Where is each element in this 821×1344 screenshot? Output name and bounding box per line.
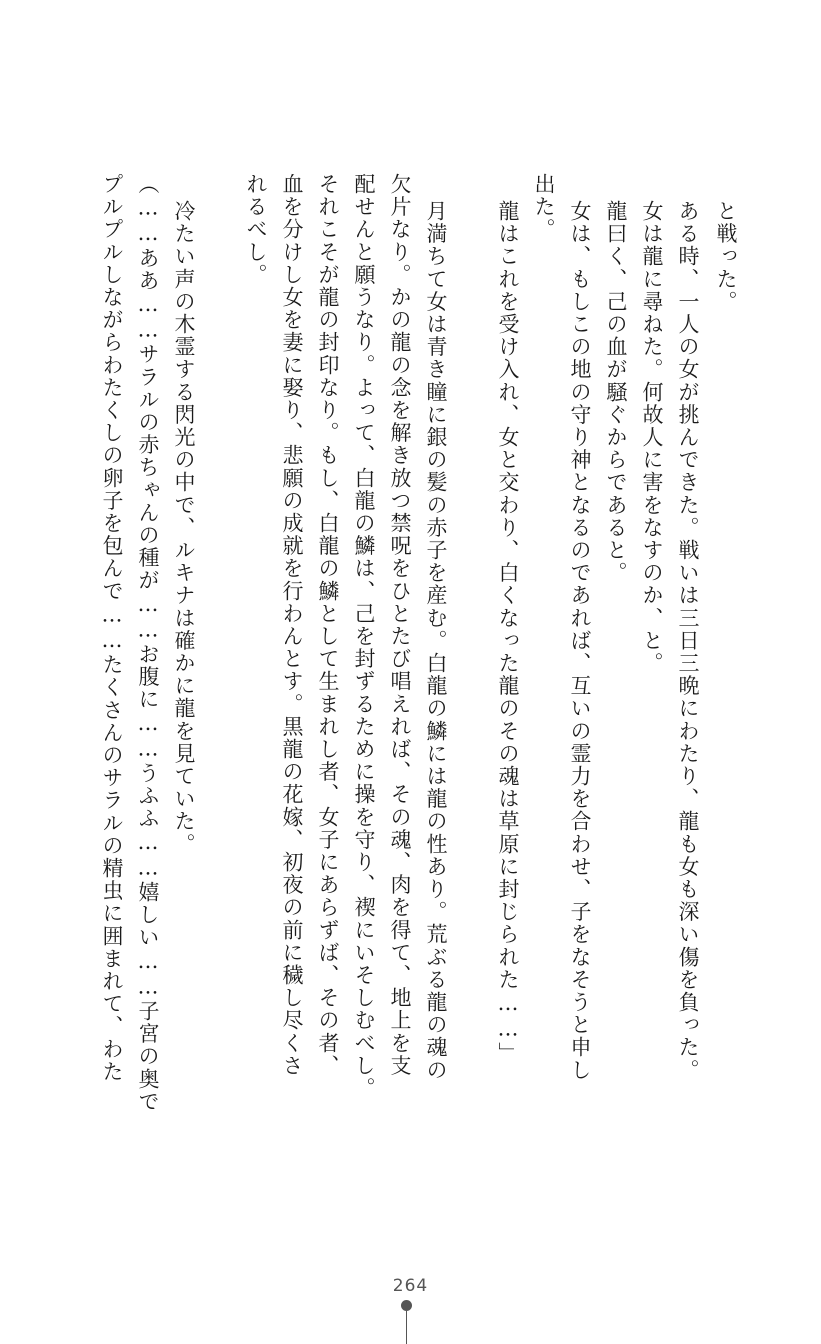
text-column: 配せんと願うなり。よって、白龍の鱗は、己を封ずるために操を守り、禊にいそしむべし。 [352,173,376,1100]
text-column: 龍曰く、己の血が騒ぐからであると。 [604,200,628,585]
text-column: （……ああ……サラルの赤ちゃんの種が……お腹に……うふふ……嬉しい……子宮の奥で [136,173,160,1113]
page-marker-line [406,1311,407,1344]
text-column: 欠片なり。かの龍の念を解き放つ禁呪をひとたび唱えれば、その魂、肉を得て、地上を支 [388,173,412,1077]
text-column: ある時、一人の女が挑んできた。戦いは三日三晩にわたり、龍も女も深い傷を負った。 [676,200,700,1082]
text-column: それこそが龍の封印なり。もし、白龍の鱗として生まれし者、女子にあらずば、その者、 [316,173,340,1077]
text-column: 冷たい声の木霊する閃光の中で、ルキナは確かに龍を見ていた。 [172,200,196,856]
text-column: 女は、もしこの地の守り神となるのであれば、互いの霊力を合わせ、子をなそうと申し [568,200,592,1082]
text-column: と戦った。 [714,200,738,313]
page-number: 264 [392,1276,429,1296]
text-column: 月満ちて女は青き瞳に銀の髪の赤子を産む。白龍の鱗には龍の性あり。荒ぶる龍の魂の [424,200,448,1082]
page-marker-dot [401,1300,412,1311]
text-column: プルプルしながらわたくしの卵子を包んで……たくさんのサラルの精虫に囲まれて、わた [100,173,124,1083]
text-column: 女は龍に尋ねた。何故人に害をなすのか、と。 [640,200,664,675]
text-column: 出た。 [532,173,556,241]
text-column: 血を分けし女を妻に娶り、悲願の成就を行わんとす。黒龍の花嫁、初夜の前に穢し尽くさ [280,173,304,1077]
text-column: れるべし。 [244,173,268,286]
text-column: 龍はこれを受け入れ、女と交わり、白くなった龍のその魂は草原に封じられた……」 [496,200,520,1065]
